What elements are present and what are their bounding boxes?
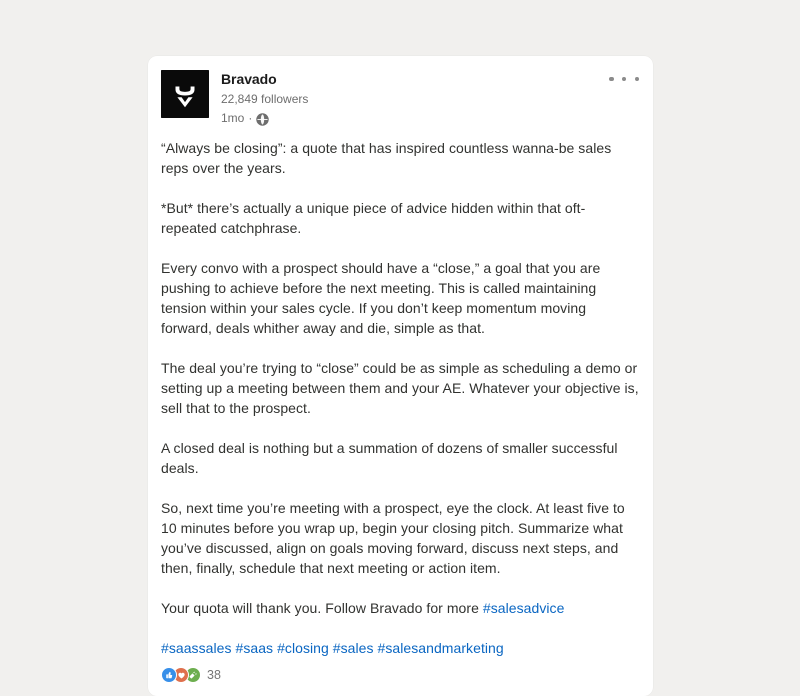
meta-separator: · — [248, 111, 253, 125]
post-closing-line — [161, 598, 639, 618]
hashtag-salesadvice[interactable]: #salesadvice — [482, 600, 565, 616]
author-name[interactable]: Bravado — [221, 71, 277, 87]
hashtag-sales[interactable]: #sales — [332, 640, 374, 656]
reactions-group[interactable] — [161, 667, 201, 683]
avatar[interactable] — [161, 70, 209, 118]
post-paragraph: A closed deal is nothing but a summation of dozens of smaller successful deals. — [161, 440, 618, 476]
post-paragraph: So, next time you’re meeting with a prospect, eye the clock. At least five to 10 minutes before you wrap up, begin your closing pitch. Summarize what you’ve discussed, align on goals moving forward, discuss next steps, and then, finally, schedule that next meeting or action item. — [161, 500, 625, 576]
post-paragraph: The deal you’re trying to “close” could be as simple as scheduling a demo or setting up a meeting between them and your AE. Whatever your objective is, sell that to the prospect. — [161, 360, 639, 416]
reaction-like-icon — [161, 667, 177, 683]
post-header — [148, 56, 653, 126]
post-text-body — [148, 126, 653, 618]
ellipsis-dot-1 — [609, 77, 614, 82]
social-counts-row — [148, 658, 653, 696]
linkedin-post-card — [148, 56, 653, 696]
hashtag-saassales[interactable]: #saassales — [161, 640, 232, 656]
hashtag-saas[interactable]: #saas — [235, 640, 274, 656]
reaction-count[interactable]: 38 — [207, 668, 221, 682]
ellipsis-dot-3 — [635, 77, 640, 82]
post-time: 1mo — [221, 111, 245, 125]
post-paragraph: *But* there’s actually a unique piece of advice hidden within that oft-repeated catchphrase. — [161, 200, 586, 236]
post-paragraph: “Always be closing”: a quote that has inspired countless wanna-be sales reps over the years. — [161, 140, 612, 176]
post-meta — [221, 110, 308, 126]
author-block — [221, 70, 308, 126]
globe-icon — [256, 113, 269, 126]
post-options-button[interactable] — [609, 70, 639, 88]
hashtag-closing[interactable]: #closing — [277, 640, 329, 656]
author-followers: 22,849 followers — [221, 92, 309, 106]
post-paragraph: Every convo with a prospect should have a “close,” a goal that you are pushing to achieve before the next meeting. This is called maintaining tension within your sales cycle. If you don’t keep momentum moving forward, deals whither away and die, simple as that. — [161, 260, 601, 336]
bravado-bull-logo-icon — [161, 70, 209, 118]
hashtag-salesandmarketing[interactable]: #salesandmarketing — [377, 640, 504, 656]
closing-text: Your quota will thank you. Follow Bravado for more — [161, 600, 483, 616]
ellipsis-dot-2 — [622, 77, 627, 82]
hashtag-row — [148, 618, 653, 658]
